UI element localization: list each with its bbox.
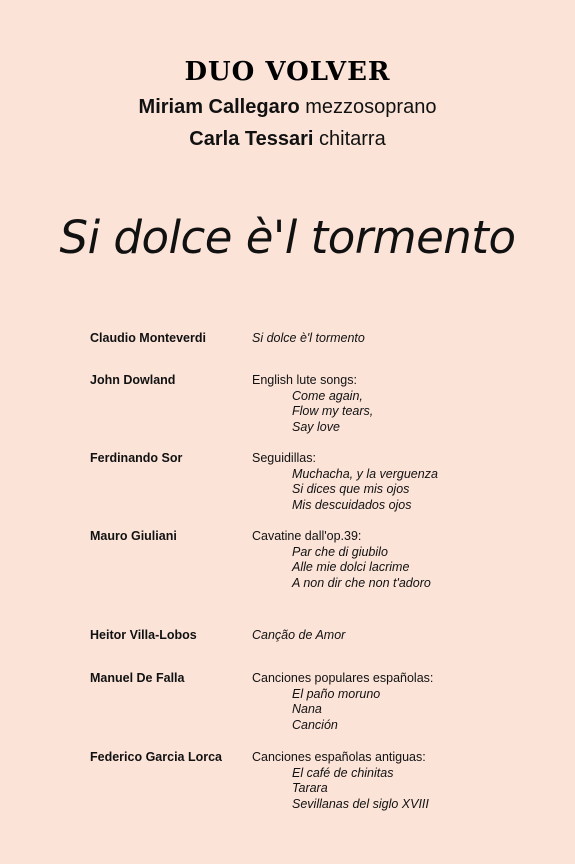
work-heading: Cavatine dall'op.39: — [252, 529, 362, 543]
work-piece: Say love — [292, 419, 340, 434]
work-heading: Canciones populares españolas: — [252, 671, 434, 685]
works — [252, 628, 552, 644]
work-piece: El café de chinitas — [292, 765, 394, 780]
composer-name: Manuel De Falla — [90, 671, 185, 685]
performer-1 — [0, 93, 575, 121]
concert-title: Si dolce è'l tormento — [59, 211, 516, 264]
works — [252, 451, 552, 513]
composer-name: Ferdinando Sor — [90, 451, 183, 465]
work-heading: English lute songs: — [252, 373, 357, 387]
work-piece: Muchacha, y la verguenza — [292, 466, 438, 481]
work-piece: Come again, — [292, 388, 363, 403]
composer-name: Heitor Villa-Lobos — [90, 628, 197, 642]
work-heading: Canciones españolas antiguas: — [252, 750, 426, 764]
performer-2-role: chitarra — [319, 128, 386, 150]
work-piece: A non dir che non t'adoro — [292, 575, 431, 590]
work-heading: Si dolce è'l tormento — [252, 331, 365, 345]
work-piece: Alle mie dolci lacrime — [292, 560, 410, 574]
composer-name: Claudio Monteverdi — [90, 331, 206, 345]
work-piece: El paño moruno — [292, 686, 381, 701]
works — [252, 331, 552, 347]
work-piece: Tarara — [292, 781, 328, 795]
ensemble-name: DUO VOLVER — [184, 57, 391, 87]
work-piece: Canción — [292, 717, 338, 732]
works — [252, 750, 552, 812]
performer-1-role: mezzosoprano — [305, 96, 437, 118]
composer-name: Mauro Giuliani — [90, 529, 177, 543]
performer-1-name: Miriam Callegaro — [138, 96, 300, 118]
works — [252, 373, 552, 435]
composer-name: John Dowland — [90, 373, 176, 387]
work-heading: Seguidillas: — [252, 451, 316, 465]
works — [252, 529, 552, 591]
work-heading: Canção de Amor — [252, 628, 346, 642]
performer-2 — [0, 125, 575, 153]
work-piece: Si dices que mis ojos — [292, 482, 410, 496]
performer-2-name: Carla Tessari — [189, 128, 314, 150]
work-piece: Par che di giubilo — [292, 544, 388, 559]
work-piece: Nana — [292, 702, 322, 716]
header — [0, 55, 575, 153]
work-piece: Flow my tears, — [292, 404, 374, 418]
work-piece: Mis descuidados ojos — [292, 497, 412, 512]
work-piece: Sevillanas del siglo XVIII — [292, 796, 429, 811]
composer-name: Federico Garcia Lorca — [90, 750, 223, 764]
works — [252, 671, 552, 733]
